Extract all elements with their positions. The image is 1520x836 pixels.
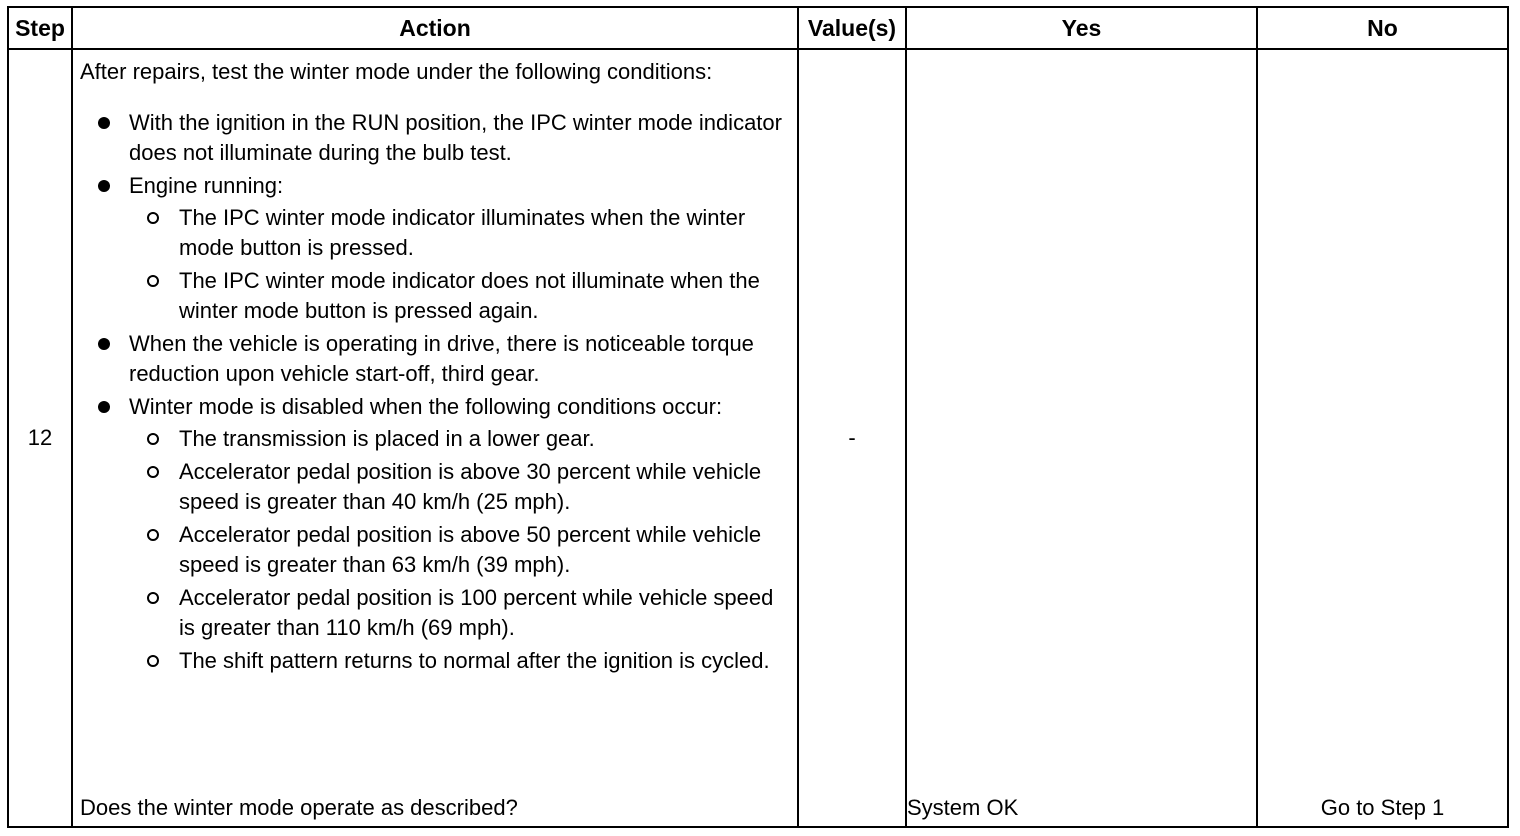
- list-item: [80, 329, 789, 389]
- sub-list-item: [129, 424, 789, 454]
- step-number: 12: [8, 49, 72, 827]
- sub-list-item-text: Accelerator pedal position is above 50 percent while vehicle speed is greater than 63 km/h (39 mph).: [179, 522, 762, 577]
- no-cell: [1257, 49, 1508, 827]
- header-row: [8, 7, 1508, 49]
- no-result: Go to Step 1: [1320, 795, 1445, 820]
- sub-condition-list: [129, 424, 789, 676]
- sub-list-item-text: Accelerator pedal position is 100 percent while vehicle speed is greater than 110 km/h (69 mph).: [179, 585, 774, 640]
- sub-list-item-text: Accelerator pedal position is above 30 percent while vehicle speed is greater than 40 km/h (25 mph).: [179, 459, 762, 514]
- list-item-text: With the ignition in the RUN position, the IPC winter mode indicator does not illuminate during the bulb test.: [129, 110, 782, 165]
- yes-cell: [906, 49, 1257, 827]
- header-action: Action: [72, 7, 798, 49]
- hollow-bullet-icon: [147, 275, 159, 287]
- sub-list-item-text: The transmission is placed in a lower gear.: [179, 426, 595, 451]
- hollow-bullet-icon: [147, 529, 159, 541]
- condition-list: [80, 108, 789, 676]
- header-yes: Yes: [906, 7, 1257, 49]
- header-values: Value(s): [798, 7, 906, 49]
- sub-list-item-text: The IPC winter mode indicator illuminates when the winter mode button is pressed.: [179, 205, 746, 260]
- sub-list-item: [129, 266, 789, 326]
- sub-list-item-text: The IPC winter mode indicator does not illuminate when the winter mode button is pressed again.: [179, 268, 760, 323]
- value-cell: -: [798, 49, 906, 827]
- list-item-text: Winter mode is disabled when the following conditions occur:: [129, 394, 723, 419]
- filled-bullet-icon: [98, 338, 110, 350]
- filled-bullet-icon: [98, 401, 110, 413]
- action-intro: After repairs, test the winter mode under the following conditions:: [80, 59, 713, 84]
- hollow-bullet-icon: [147, 592, 159, 604]
- hollow-bullet-icon: [147, 466, 159, 478]
- sub-condition-list: [129, 203, 789, 326]
- hollow-bullet-icon: [147, 212, 159, 224]
- sub-list-item: [129, 203, 789, 263]
- header-no: No: [1257, 7, 1508, 49]
- sub-list-item: [129, 520, 789, 580]
- sub-list-item: [129, 457, 789, 517]
- header-step: Step: [8, 7, 72, 49]
- list-item: [80, 392, 789, 676]
- filled-bullet-icon: [98, 117, 110, 129]
- sub-list-item-text: The shift pattern returns to normal after the ignition is cycled.: [179, 648, 770, 673]
- sub-list-item: [129, 583, 789, 643]
- list-item: [80, 108, 789, 168]
- action-cell: [72, 49, 798, 827]
- list-item-text: When the vehicle is operating in drive, there is noticeable torque reduction upon vehicle start-off, third gear.: [129, 331, 754, 386]
- table-row: [8, 49, 1508, 827]
- diagnostic-table: [7, 6, 1509, 828]
- yes-result: System OK: [907, 795, 1019, 820]
- list-item: [80, 171, 789, 326]
- sub-list-item: [129, 646, 789, 676]
- hollow-bullet-icon: [147, 655, 159, 667]
- filled-bullet-icon: [98, 180, 110, 192]
- action-question: Does the winter mode operate as described?: [80, 795, 518, 820]
- list-item-text: Engine running:: [129, 173, 284, 198]
- hollow-bullet-icon: [147, 433, 159, 445]
